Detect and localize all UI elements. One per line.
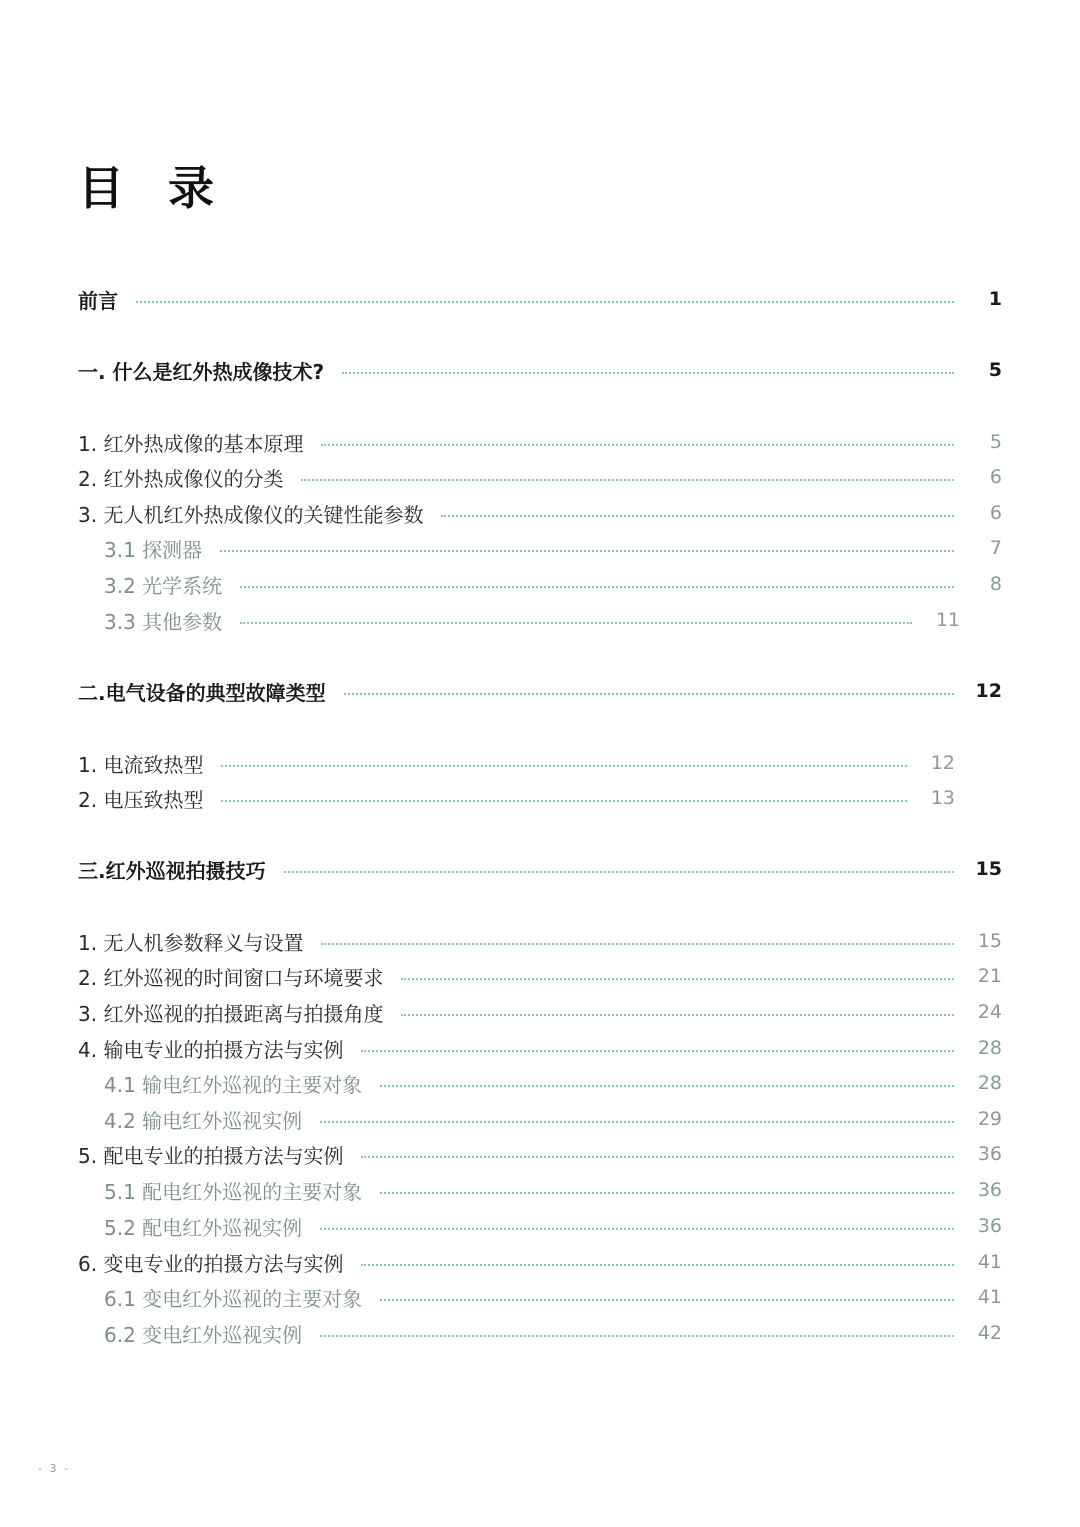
toc-entry-label: 3.3 其他参数 <box>104 609 223 634</box>
toc-entry-page-number: 21 <box>977 965 1002 987</box>
toc-entry-page-number: 7 <box>989 537 1002 559</box>
toc-entry-page-number: 36 <box>977 1143 1002 1165</box>
toc-entry-label: 前言 <box>78 288 118 313</box>
toc-dot-leader <box>361 1264 954 1266</box>
toc-entry[interactable] <box>104 603 960 637</box>
toc-dot-leader <box>220 550 954 552</box>
toc-entry[interactable] <box>78 425 1002 459</box>
toc-entry[interactable] <box>104 567 1002 601</box>
toc-entry[interactable] <box>78 924 1002 958</box>
toc-entry-label: 1. 红外热成像的基本原理 <box>78 431 304 456</box>
page-title: 目 录 <box>78 161 229 215</box>
toc-entry[interactable] <box>78 995 1002 1029</box>
toc-entry[interactable] <box>78 852 1002 886</box>
toc-entry[interactable] <box>78 959 1002 993</box>
toc-entry[interactable] <box>104 1316 1002 1350</box>
toc-entry-label: 4. 输电专业的拍摄方法与实例 <box>78 1037 344 1062</box>
toc-dot-leader <box>441 515 954 517</box>
toc-entry[interactable] <box>104 1280 1002 1314</box>
toc-entry-page-number: 41 <box>977 1251 1002 1273</box>
toc-entry-label: 3. 无人机红外热成像仪的关键性能参数 <box>78 502 424 527</box>
toc-entry[interactable] <box>104 1209 1002 1243</box>
toc-entry-label: 5. 配电专业的拍摄方法与实例 <box>78 1143 344 1168</box>
toc-dot-leader <box>320 1228 954 1230</box>
toc-dot-leader <box>136 301 954 303</box>
toc-entry-label: 5.2 配电红外巡视实例 <box>104 1215 303 1240</box>
toc-entry-page-number: 15 <box>975 858 1002 880</box>
toc-entry[interactable] <box>78 282 1002 316</box>
toc-entry-page-number: 5 <box>989 431 1002 453</box>
toc-entry-page-number: 12 <box>930 752 955 774</box>
toc-dot-leader <box>321 444 954 446</box>
toc-dot-leader <box>380 1299 954 1301</box>
toc-entry[interactable] <box>78 674 1002 708</box>
toc-entry[interactable] <box>78 460 1002 494</box>
toc-entry-label: 5.1 配电红外巡视的主要对象 <box>104 1179 363 1204</box>
toc-entry-label: 3. 红外巡视的拍摄距离与拍摄角度 <box>78 1001 384 1026</box>
toc-entry[interactable] <box>78 1137 1002 1171</box>
toc-entry-page-number: 8 <box>989 573 1002 595</box>
toc-entry-label: 3.1 探测器 <box>104 537 203 562</box>
toc-entry-page-number: 6 <box>989 466 1002 488</box>
toc-entry-label: 一. 什么是红外热成像技术? <box>78 359 325 384</box>
footer-page-number: - 3 - <box>38 1462 70 1475</box>
toc-entry[interactable] <box>78 781 955 815</box>
toc-entry-label: 三.红外巡视拍摄技巧 <box>78 858 266 883</box>
toc-entry-page-number: 36 <box>977 1215 1002 1237</box>
toc-entry-label: 1. 电流致热型 <box>78 752 204 777</box>
toc-dot-leader <box>401 978 954 980</box>
toc-dot-leader <box>401 1014 954 1016</box>
toc-entry[interactable] <box>104 1173 1002 1207</box>
toc-entry-label: 4.2 输电红外巡视实例 <box>104 1108 303 1133</box>
toc-dot-leader <box>344 693 954 695</box>
toc-dot-leader <box>301 479 954 481</box>
toc-dot-leader <box>361 1050 954 1052</box>
toc-entry-page-number: 29 <box>977 1108 1002 1130</box>
toc-entry-page-number: 5 <box>988 359 1002 381</box>
toc-entry-label: 6.1 变电红外巡视的主要对象 <box>104 1286 363 1311</box>
toc-entry-page-number: 42 <box>977 1322 1002 1344</box>
toc-dot-leader <box>221 765 907 767</box>
toc-entry[interactable] <box>78 496 1002 530</box>
toc-entry[interactable] <box>78 746 955 780</box>
toc-entry-label: 6. 变电专业的拍摄方法与实例 <box>78 1251 344 1276</box>
toc-entry[interactable] <box>78 1031 1002 1065</box>
toc-entry[interactable] <box>78 1245 1002 1279</box>
toc-entry-label: 二.电气设备的典型故障类型 <box>78 680 326 705</box>
toc-entry-label: 2. 红外巡视的时间窗口与环境要求 <box>78 965 384 990</box>
toc-entry[interactable] <box>104 1066 1002 1100</box>
toc-entry-page-number: 41 <box>977 1286 1002 1308</box>
toc-dot-leader <box>240 622 912 624</box>
toc-dot-leader <box>240 586 954 588</box>
toc-dot-leader <box>221 800 907 802</box>
toc-entry-page-number: 13 <box>930 787 955 809</box>
toc-entry-label: 6.2 变电红外巡视实例 <box>104 1322 303 1347</box>
toc-entry-page-number: 28 <box>977 1037 1002 1059</box>
toc-entry-page-number: 15 <box>977 930 1002 952</box>
toc-dot-leader <box>320 1335 954 1337</box>
toc-entry-label: 4.1 输电红外巡视的主要对象 <box>104 1072 363 1097</box>
toc-entry-label: 2. 电压致热型 <box>78 787 204 812</box>
toc-entry-page-number: 6 <box>989 502 1002 524</box>
toc-dot-leader <box>380 1192 954 1194</box>
toc-entry-label: 1. 无人机参数释义与设置 <box>78 930 304 955</box>
toc-entry-page-number: 11 <box>935 609 960 631</box>
toc-entry-page-number: 12 <box>975 680 1002 702</box>
toc-entry[interactable] <box>104 1102 1002 1136</box>
toc-dot-leader <box>380 1085 954 1087</box>
toc-dot-leader <box>361 1156 954 1158</box>
toc-entry-page-number: 28 <box>977 1072 1002 1094</box>
toc-entry[interactable] <box>104 531 1002 565</box>
toc-dot-leader <box>321 943 954 945</box>
toc-entry-page-number: 24 <box>977 1001 1002 1023</box>
toc-entry-page-number: 36 <box>977 1179 1002 1201</box>
toc-entry-page-number: 1 <box>988 288 1002 310</box>
toc-entry-label: 3.2 光学系统 <box>104 573 223 598</box>
toc-entry-label: 2. 红外热成像仪的分类 <box>78 466 284 491</box>
toc-dot-leader <box>284 871 954 873</box>
toc-dot-leader <box>342 372 954 374</box>
toc-entry[interactable] <box>78 353 1002 387</box>
toc-dot-leader <box>320 1121 954 1123</box>
